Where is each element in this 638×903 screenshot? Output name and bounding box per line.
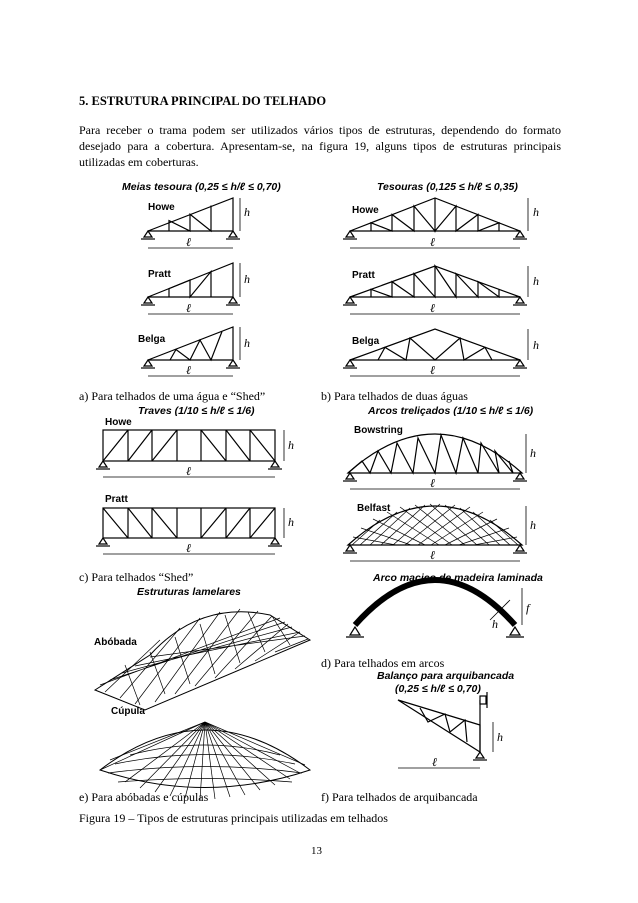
- dim-h: h: [533, 205, 539, 219]
- dim-h: h: [244, 336, 250, 350]
- dim-h: h: [533, 338, 539, 352]
- lamelares-title: Estruturas lamelares: [137, 586, 241, 598]
- caption-b: b) Para telhados de duas águas: [321, 389, 468, 403]
- dim-h: h: [533, 274, 539, 288]
- arquibancada-balanco: [398, 692, 493, 768]
- dim-h: h: [244, 272, 250, 286]
- dim-l: ℓ: [430, 548, 435, 562]
- arco-bowstring: [343, 434, 527, 489]
- dim-l: ℓ: [186, 301, 191, 315]
- dim-l: ℓ: [186, 235, 191, 249]
- section-title: 5. ESTRUTURA PRINCIPAL DO TELHADO: [79, 94, 327, 108]
- arquibancada-title-2: (0,25 ≤ h/ℓ ≤ 0,70): [395, 683, 481, 695]
- label-belfast: Belfast: [357, 503, 391, 514]
- page-number: 13: [311, 845, 322, 857]
- caption-a: a) Para telhados de uma água e “Shed”: [79, 389, 266, 403]
- dim-l: ℓ: [430, 235, 435, 249]
- dim-h: h: [288, 438, 294, 452]
- caption-f: f) Para telhados de arquibancada: [321, 790, 478, 804]
- dim-h: h: [244, 205, 250, 219]
- label-howe: Howe: [105, 417, 132, 428]
- label-pratt: Pratt: [352, 270, 375, 281]
- label-belga: Belga: [352, 336, 380, 347]
- dim-h: h: [530, 446, 536, 460]
- label-pratt: Pratt: [105, 494, 128, 505]
- dim-h: h: [497, 730, 503, 744]
- label-howe: Howe: [352, 205, 379, 216]
- dim-h: h: [530, 518, 536, 532]
- cupula-lamelar: [100, 722, 310, 800]
- arquibancada-title-1: Balanço para arquibancada: [377, 670, 515, 682]
- arcos-trelicados-title: Arcos treliçados (1/10 ≤ h/ℓ ≤ 1/6): [368, 405, 534, 417]
- label-bowstring: Bowstring: [354, 425, 403, 436]
- figure-caption: Figura 19 – Tipos de estruturas principais utilizadas em telhados: [79, 811, 388, 825]
- caption-e: e) Para abóbadas e cúpulas: [79, 790, 209, 804]
- label-abobada: Abóbada: [94, 637, 137, 648]
- dim-l: ℓ: [432, 755, 437, 769]
- traves-title: Traves (1/10 ≤ h/ℓ ≤ 1/6): [138, 405, 255, 417]
- abobada-lamelar: [95, 609, 310, 710]
- caption-c: c) Para telhados “Shed”: [79, 570, 194, 584]
- label-cupula: Cúpula: [111, 706, 145, 717]
- dim-l: ℓ: [430, 301, 435, 315]
- label-belga: Belga: [138, 334, 166, 345]
- dim-l: ℓ: [186, 541, 191, 555]
- dim-l: ℓ: [430, 363, 435, 377]
- dim-f: f: [526, 601, 530, 615]
- dim-h: h: [288, 515, 294, 529]
- dim-l: ℓ: [430, 476, 435, 490]
- caption-d: d) Para telhados em arcos: [321, 656, 445, 670]
- meias-tesoura-title: Meias tesoura (0,25 ≤ h/ℓ ≤ 0,70): [122, 181, 281, 193]
- dim-l: ℓ: [186, 363, 191, 377]
- intro-paragraph: Para receber o trama podem ser utilizados vários tipos de estruturas, dependendo do formato desejado para a cobertura. Apresentam-se, na figura 19, alguns tipos de estruturas principais utilizadas em coberturas.: [79, 123, 561, 169]
- label-howe: Howe: [148, 202, 175, 213]
- tesouras-title: Tesouras (0,125 ≤ h/ℓ ≤ 0,35): [377, 181, 518, 193]
- dim-h: h: [492, 617, 498, 631]
- arco-macico-title: Arco maciço de madeira laminada: [373, 572, 543, 584]
- dim-l: ℓ: [186, 464, 191, 478]
- label-pratt: Pratt: [148, 269, 171, 280]
